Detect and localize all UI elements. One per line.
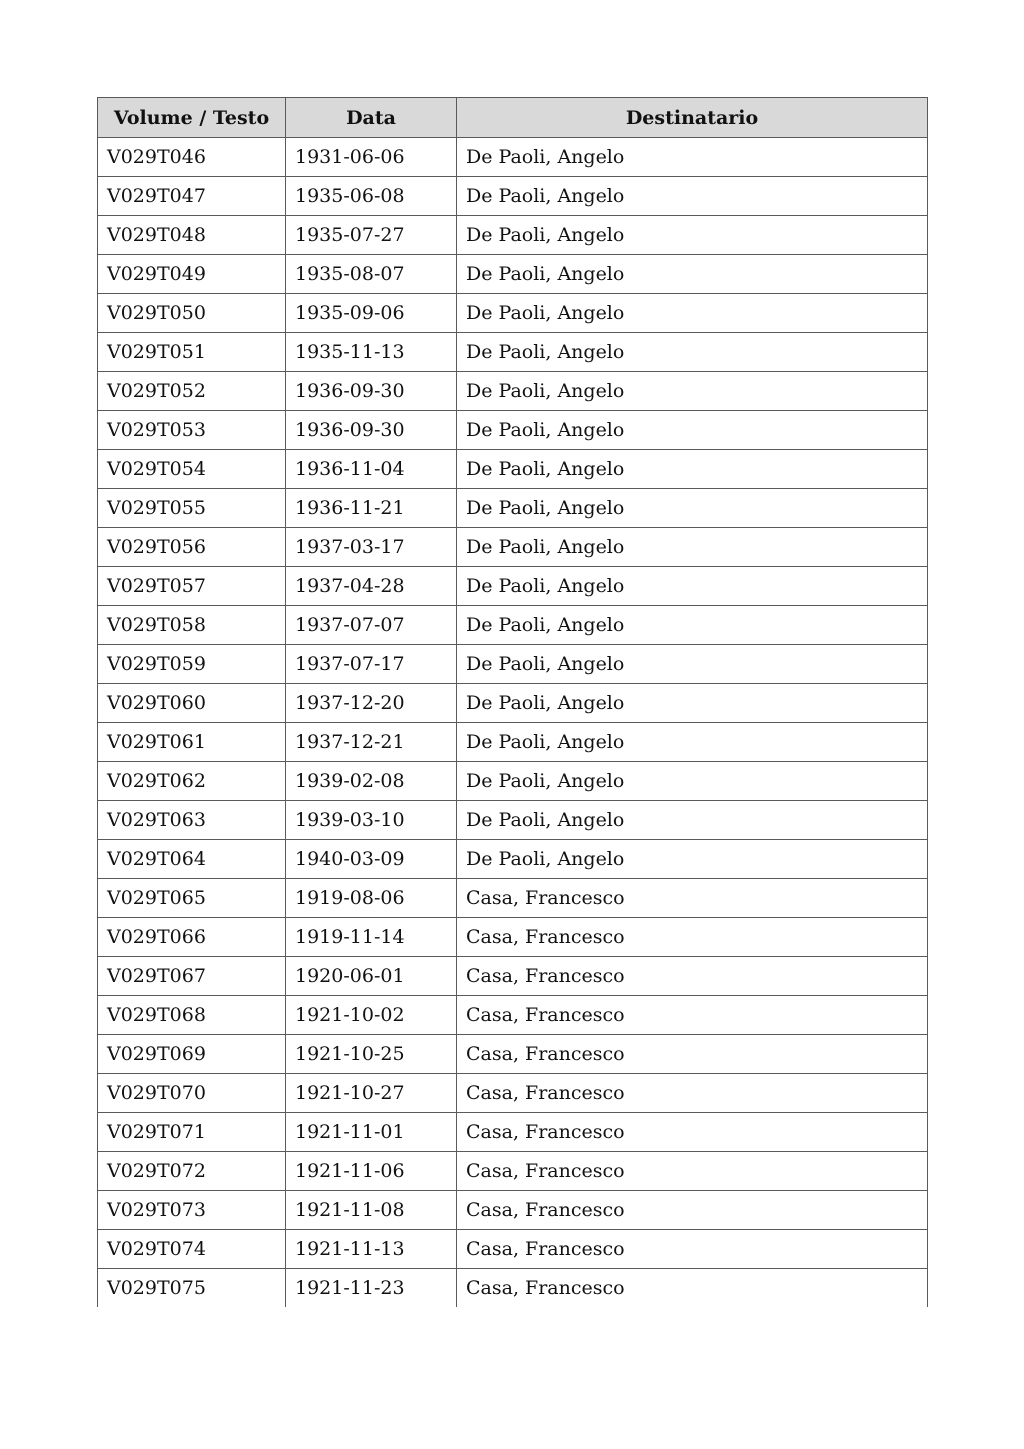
cell-data: 1919-11-14 (286, 918, 457, 957)
cell-volume-testo: V029T056 (98, 528, 286, 567)
cell-volume-testo: V029T063 (98, 801, 286, 840)
cell-destinatario: De Paoli, Angelo (457, 372, 928, 411)
table-row (98, 1035, 928, 1074)
cell-volume-testo: V029T051 (98, 333, 286, 372)
table-row (98, 372, 928, 411)
table-row (98, 918, 928, 957)
cell-data: 1921-11-08 (286, 1191, 457, 1230)
cell-volume-testo: V029T065 (98, 879, 286, 918)
header-destinatario: Destinatario (457, 98, 928, 138)
cell-volume-testo: V029T073 (98, 1191, 286, 1230)
cell-destinatario: De Paoli, Angelo (457, 684, 928, 723)
cell-destinatario: De Paoli, Angelo (457, 177, 928, 216)
cell-destinatario: De Paoli, Angelo (457, 606, 928, 645)
cell-volume-testo: V029T064 (98, 840, 286, 879)
cell-data: 1921-10-25 (286, 1035, 457, 1074)
cell-destinatario: De Paoli, Angelo (457, 567, 928, 606)
cell-destinatario: Casa, Francesco (457, 1152, 928, 1191)
cell-data: 1937-12-21 (286, 723, 457, 762)
table-row (98, 645, 928, 684)
table-header (98, 98, 928, 138)
table-row (98, 1230, 928, 1269)
cell-volume-testo: V029T061 (98, 723, 286, 762)
table-row (98, 801, 928, 840)
cell-volume-testo: V029T052 (98, 372, 286, 411)
cell-destinatario: De Paoli, Angelo (457, 216, 928, 255)
cell-data: 1921-11-23 (286, 1269, 457, 1308)
cell-data: 1921-11-01 (286, 1113, 457, 1152)
cell-volume-testo: V029T049 (98, 255, 286, 294)
cell-destinatario: Casa, Francesco (457, 1230, 928, 1269)
table-row (98, 333, 928, 372)
cell-data: 1936-11-21 (286, 489, 457, 528)
cell-volume-testo: V029T069 (98, 1035, 286, 1074)
cell-destinatario: De Paoli, Angelo (457, 411, 928, 450)
cell-destinatario: Casa, Francesco (457, 1074, 928, 1113)
table-row (98, 489, 928, 528)
cell-volume-testo: V029T057 (98, 567, 286, 606)
table-row (98, 1269, 928, 1308)
cell-destinatario: De Paoli, Angelo (457, 450, 928, 489)
header-row (98, 98, 928, 138)
cell-data: 1937-07-07 (286, 606, 457, 645)
cell-data: 1919-08-06 (286, 879, 457, 918)
cell-destinatario: De Paoli, Angelo (457, 294, 928, 333)
cell-destinatario: De Paoli, Angelo (457, 762, 928, 801)
cell-volume-testo: V029T066 (98, 918, 286, 957)
cell-volume-testo: V029T058 (98, 606, 286, 645)
table-row (98, 255, 928, 294)
table-row (98, 606, 928, 645)
table-row (98, 1152, 928, 1191)
cell-data: 1937-03-17 (286, 528, 457, 567)
cell-volume-testo: V029T054 (98, 450, 286, 489)
cell-data: 1937-04-28 (286, 567, 457, 606)
cell-data: 1940-03-09 (286, 840, 457, 879)
table-row (98, 450, 928, 489)
cell-volume-testo: V029T060 (98, 684, 286, 723)
cell-volume-testo: V029T070 (98, 1074, 286, 1113)
cell-data: 1921-10-02 (286, 996, 457, 1035)
table-row (98, 762, 928, 801)
cell-volume-testo: V029T046 (98, 138, 286, 177)
cell-volume-testo: V029T068 (98, 996, 286, 1035)
cell-destinatario: De Paoli, Angelo (457, 840, 928, 879)
table-row (98, 138, 928, 177)
table-row (98, 723, 928, 762)
cell-destinatario: De Paoli, Angelo (457, 528, 928, 567)
table-row (98, 294, 928, 333)
table-row (98, 1191, 928, 1230)
table-row (98, 567, 928, 606)
cell-data: 1935-07-27 (286, 216, 457, 255)
cell-volume-testo: V029T059 (98, 645, 286, 684)
cell-data: 1921-11-06 (286, 1152, 457, 1191)
cell-destinatario: Casa, Francesco (457, 1191, 928, 1230)
table-body (98, 138, 928, 1308)
cell-volume-testo: V029T055 (98, 489, 286, 528)
cell-volume-testo: V029T071 (98, 1113, 286, 1152)
cell-data: 1936-09-30 (286, 372, 457, 411)
cell-data: 1920-06-01 (286, 957, 457, 996)
letters-table (97, 97, 928, 1307)
cell-destinatario: Casa, Francesco (457, 879, 928, 918)
cell-volume-testo: V029T050 (98, 294, 286, 333)
cell-destinatario: Casa, Francesco (457, 957, 928, 996)
cell-data: 1937-07-17 (286, 645, 457, 684)
table-row (98, 684, 928, 723)
table-row (98, 1074, 928, 1113)
table-row (98, 411, 928, 450)
cell-data: 1939-02-08 (286, 762, 457, 801)
cell-data: 1935-08-07 (286, 255, 457, 294)
cell-destinatario: De Paoli, Angelo (457, 138, 928, 177)
cell-destinatario: Casa, Francesco (457, 1035, 928, 1074)
cell-volume-testo: V029T053 (98, 411, 286, 450)
cell-destinatario: Casa, Francesco (457, 918, 928, 957)
table-row (98, 996, 928, 1035)
cell-destinatario: De Paoli, Angelo (457, 801, 928, 840)
table-row (98, 177, 928, 216)
header-data: Data (286, 98, 457, 138)
cell-destinatario: De Paoli, Angelo (457, 645, 928, 684)
cell-destinatario: Casa, Francesco (457, 996, 928, 1035)
cell-volume-testo: V029T048 (98, 216, 286, 255)
cell-volume-testo: V029T075 (98, 1269, 286, 1308)
cell-volume-testo: V029T067 (98, 957, 286, 996)
cell-destinatario: De Paoli, Angelo (457, 723, 928, 762)
table-row (98, 957, 928, 996)
cell-data: 1935-09-06 (286, 294, 457, 333)
table-row (98, 1113, 928, 1152)
table-row (98, 879, 928, 918)
cell-volume-testo: V029T074 (98, 1230, 286, 1269)
cell-destinatario: De Paoli, Angelo (457, 333, 928, 372)
cell-volume-testo: V029T062 (98, 762, 286, 801)
cell-destinatario: De Paoli, Angelo (457, 255, 928, 294)
cell-data: 1937-12-20 (286, 684, 457, 723)
header-volume-testo: Volume / Testo (98, 98, 286, 138)
cell-data: 1921-10-27 (286, 1074, 457, 1113)
table-row (98, 216, 928, 255)
cell-data: 1936-11-04 (286, 450, 457, 489)
cell-data: 1939-03-10 (286, 801, 457, 840)
cell-destinatario: Casa, Francesco (457, 1269, 928, 1308)
cell-destinatario: De Paoli, Angelo (457, 489, 928, 528)
cell-data: 1931-06-06 (286, 138, 457, 177)
cell-destinatario: Casa, Francesco (457, 1113, 928, 1152)
cell-volume-testo: V029T047 (98, 177, 286, 216)
cell-data: 1935-06-08 (286, 177, 457, 216)
cell-volume-testo: V029T072 (98, 1152, 286, 1191)
cell-data: 1936-09-30 (286, 411, 457, 450)
cell-data: 1921-11-13 (286, 1230, 457, 1269)
table-row (98, 528, 928, 567)
table-row (98, 840, 928, 879)
cell-data: 1935-11-13 (286, 333, 457, 372)
